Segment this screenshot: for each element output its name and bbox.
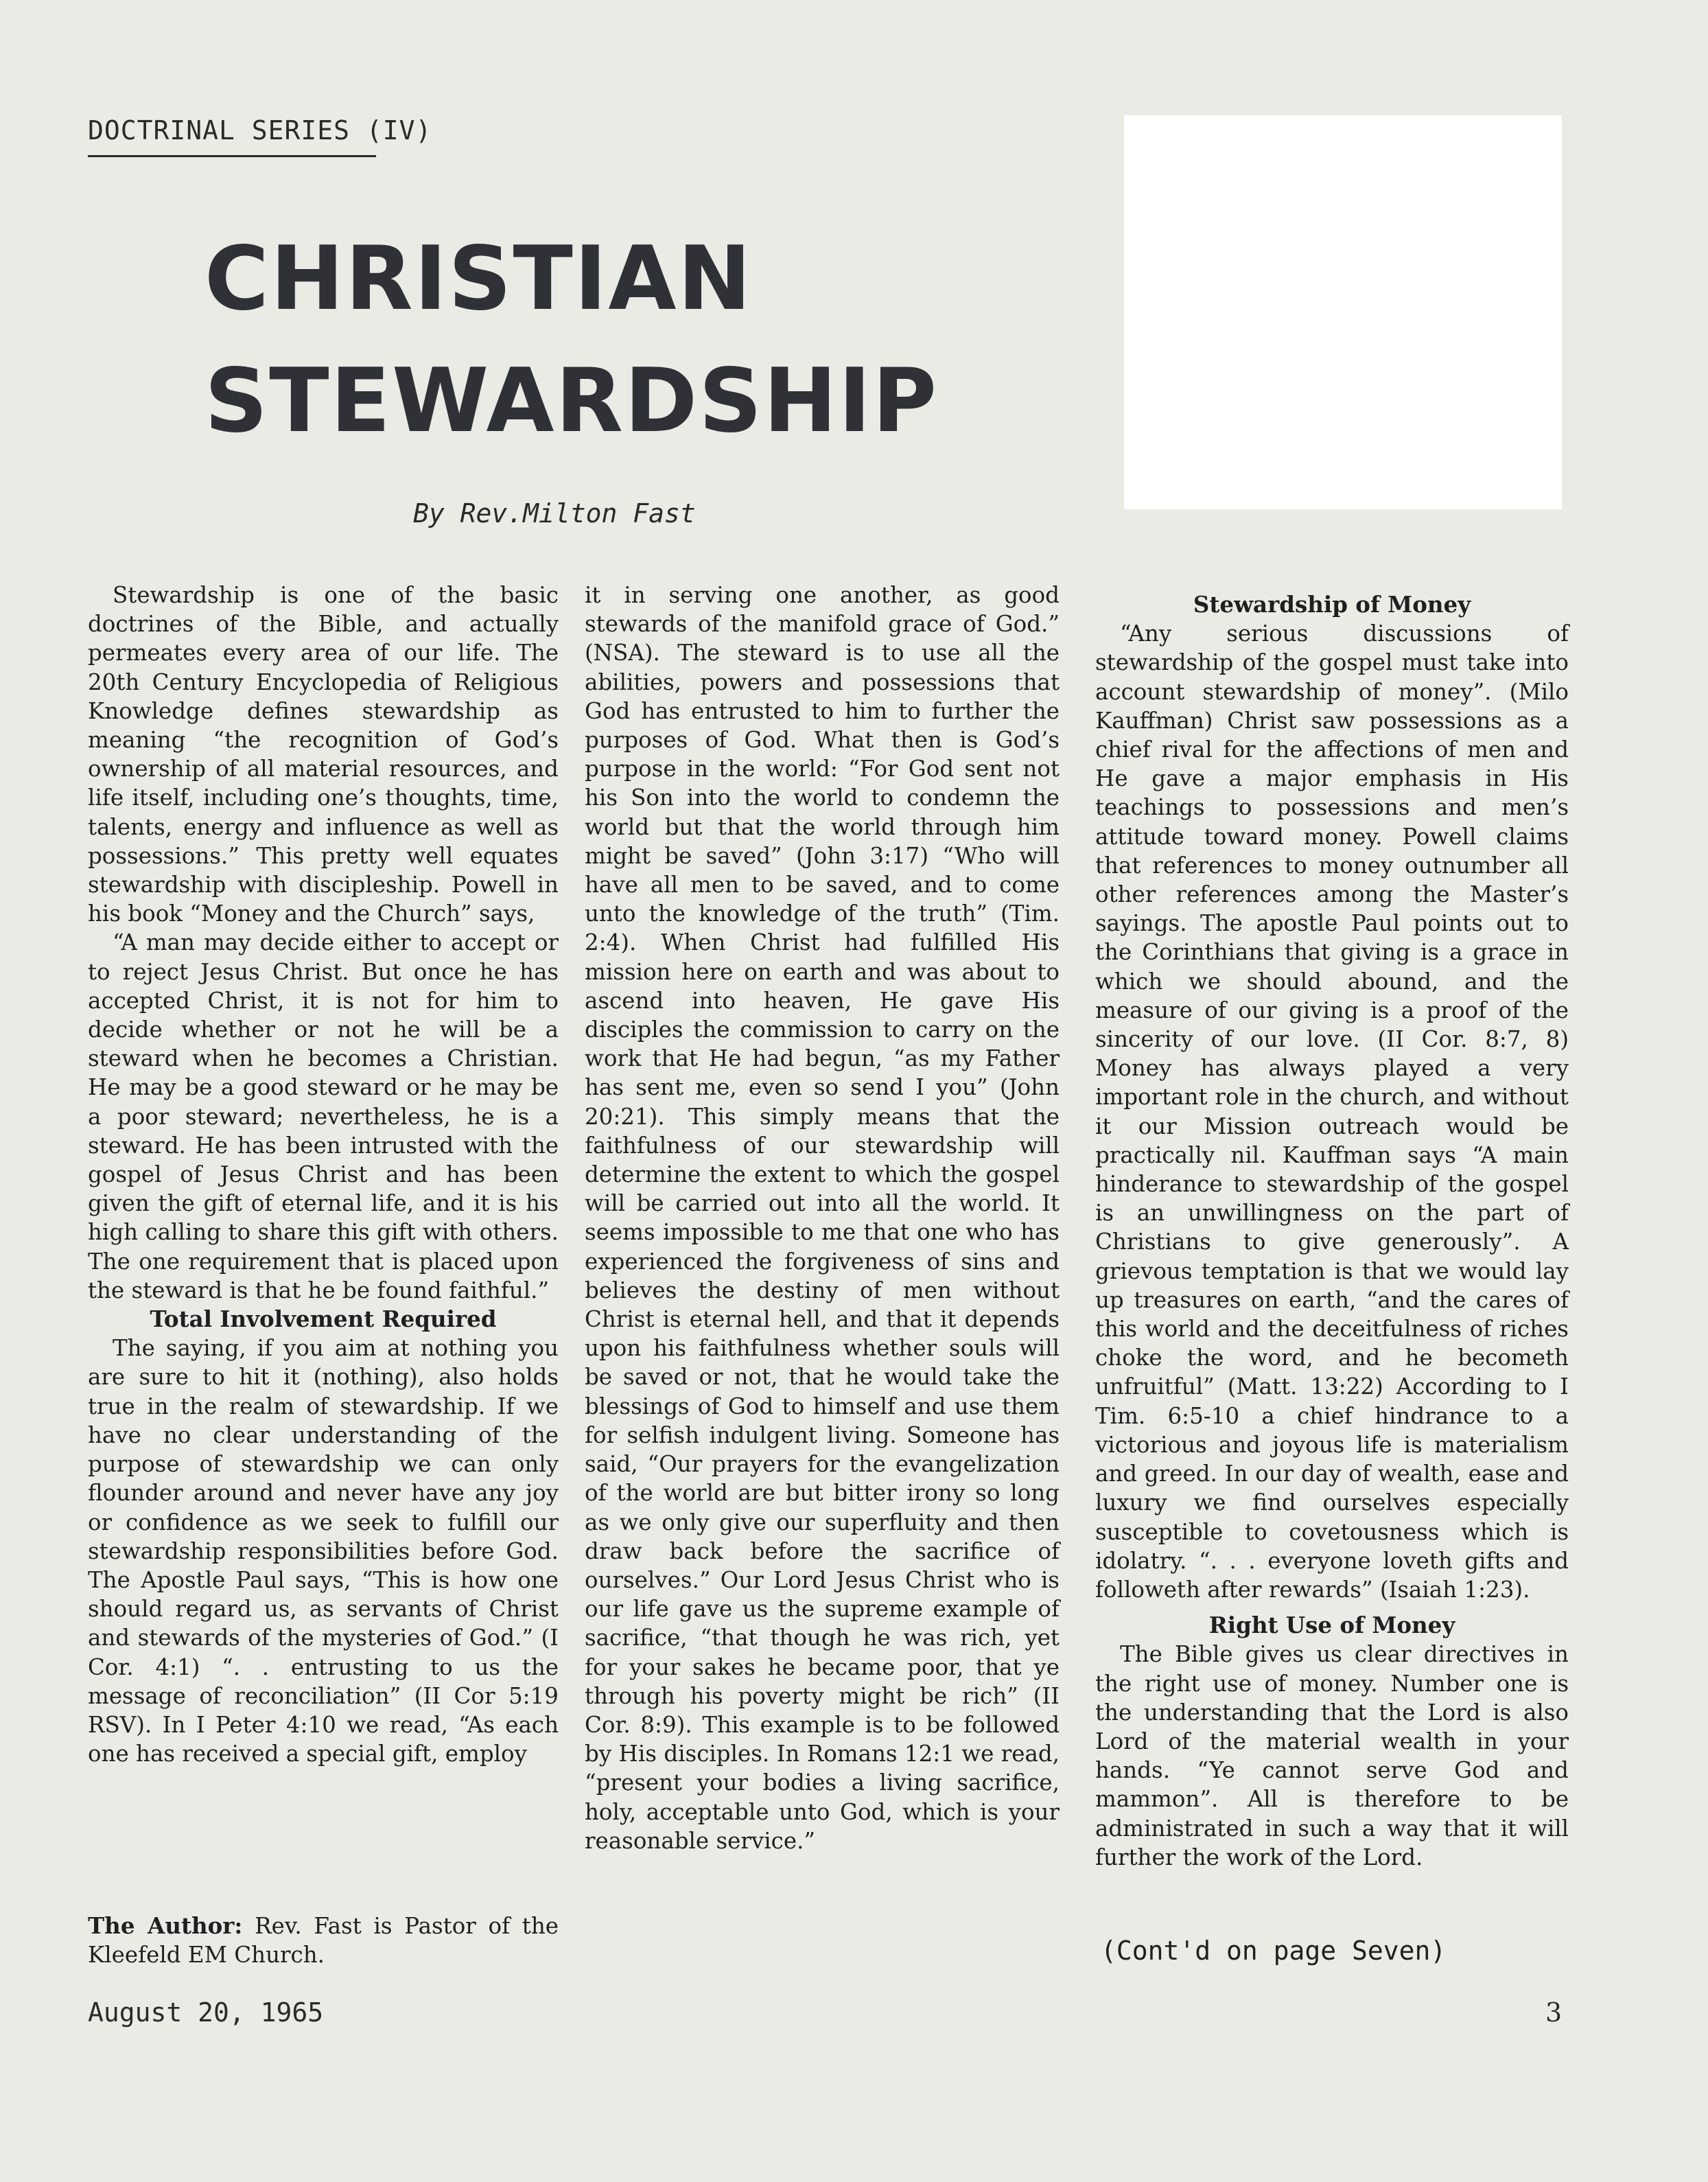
column-1-paragraph-3: The saying, if you aim at nothing you are sure to hit it (nothing), also holds true in the realm of stewardship. If we have no clear understanding of the purpose of stewardship we can only flounder around and never have any joy or confidence as we seek to fulfill our stewardship responsibilities before God. The Apostle Paul says, “This is how one should regard us, as servants of Christ and stewards of the mysteries of God.” (I Cor. 4:1) “. . entrusting to us the message of reconciliation” (II Cor 5:19 RSV). In I Peter 4:10 we read, “As each one has received a special gift, employ (88, 1335, 559, 1767)
author-text: Rev. Fast is Pastor of the Kleefeld EM Church. (88, 1913, 559, 1969)
continued-notice: (Cont'd on page Seven) (1101, 1936, 1447, 1966)
column-1-paragraph-1: Stewardship is one of the basic doctrines of the Bible, and actually permeates every area of our life. The 20th Century Encyclopedia of Religious Knowledge defines stewardship as meaning “the recognition of God’s ownership of all material resources, and life itself, including one’s thoughts, time, talents, energy and influence as well as possessions.” This pretty well equates stewardship with discipleship. Powell in his book “Money and the Church” says, (88, 582, 559, 927)
author-label: The Author: (88, 1912, 243, 1939)
column-1 (88, 581, 559, 1768)
column-1-quote: “A man may decide either to accept or to reject Jesus Christ. But once he has accepted Christ, it is not for him to decide whether or not he will be a steward when he becomes a Christian. He may be a good steward or he may be a poor steward; nevertheless, he is a steward. He has been intrusted with the gospel of Jesus Christ and has been given the gift of eternal life, and it is his high calling to share this gift with others. The one requirement that is placed upon the steward is that he be found faithful.” (88, 929, 559, 1303)
heading-right-use-of-money: Right Use of Money (1208, 1612, 1455, 1639)
column-3-paragraph-1: “Any serious discussions of stewardship of the gospel must take into account stewardship of money”. (Milo Kauffman) Christ saw possessions as a chief rival for the affections of men and He gave a major emphasis in His teachings to possessions and men’s attitude toward money. Powell claims that references to money outnumber all other references among the Master’s sayings. The apostle Paul points out to the Corinthians that giving is a grace in which we should abound, and the measure of our giving is a proof of the sincerity of our love. (II Cor. 8:7, 8) Money has always played a very important role in the church, and without it our Mission outreach would be practically nil. Kauffman says “A main hinderance to stewardship of the gospel is an unwillingness on the part of Christians to give generously”. A grievous temptation is that we would lay up treasures on earth, “and the cares of this world and the deceitfulness of riches choke the word, and he becometh unfruitful” (Matt. 13:22) According to I Tim. 6:5-10 a chief hindrance to a victorious and joyous life is materialism and greed. In our day of wealth, ease and luxury we find ourselves especially susceptible to covetousness which is idolatry. “. . . everyone loveth gifts and followeth after rewards” (Isaiah 1:23). (1095, 620, 1569, 1603)
article-title (204, 218, 1028, 463)
title-line-1: CHRISTIAN (204, 228, 753, 330)
byline: By Rev.Milton Fast (413, 498, 696, 529)
author-note (88, 1912, 559, 1969)
column-2 (585, 581, 1060, 1855)
issue-date: August 20, 1965 (88, 1997, 324, 2028)
column-2-paragraph-1: it in serving one another, as good stewards of the manifold grace of God.” (NSA). The steward is to use all the abilities, powers and possessions that God has entrusted to him to further the purposes of God. What then is God’s purpose in the world: “For God sent not his Son into the world to condemn the world but that the world through him might be saved” (John 3:17) “Who will have all men to be saved, and to come unto the knowledge of the truth” (Tim. 2:4). When Christ had fulfilled His mission here on earth and was about to ascend into heaven, He gave His disciples the commission to carry on the work that He had begun, “as my Father has sent me, even so send I you” (John 20:21). This simply means that the faithfulness of our stewardship will determine the extent to which the gospel will be carried out into all the world. It seems impossible to me that one who has experienced the forgiveness of sins and believes the destiny of men without Christ is eternal hell, and that it depends upon his faithfulness whether souls will be saved or not, that he would take the blessings of God to himself and use them for selfish indulgent living. Someone has said, “Our prayers for the evangelization of the world are but bitter irony so long as we only give our superfluity and then draw back before the sacrifice of ourselves.” Our Lord Jesus Christ who is our life gave us the supreme example of sacrifice, “that though he was rich, yet for your sakes he became poor, that ye through his poverty might be rich” (II Cor. 8:9). This example is to be followed by His disciples. In Romans 12:1 we read, “present your bodies a living sacrifice, holy, acceptable unto God, which is your reasonable service.” (585, 582, 1060, 1854)
photo-placeholder (1124, 115, 1562, 509)
heading-stewardship-of-money: Stewardship of Money (1193, 591, 1471, 618)
page-number: 3 (1545, 1997, 1563, 2028)
series-label: DOCTRINAL SERIES (IV) (88, 115, 432, 146)
heading-total-involvement: Total Involvement Required (150, 1305, 497, 1333)
column-3-paragraph-2: The Bible gives us clear directives in the right use of money. Number one is the understanding that the Lord is also Lord of the material wealth in your hands. “Ye cannot serve God and mammon”. All is therefore to be administrated in such a way that it will further the work of the Lord. (1095, 1641, 1569, 1870)
column-3 (1095, 581, 1569, 1872)
title-line-2: STEWARDSHIP (204, 350, 938, 452)
series-underline (88, 155, 376, 157)
